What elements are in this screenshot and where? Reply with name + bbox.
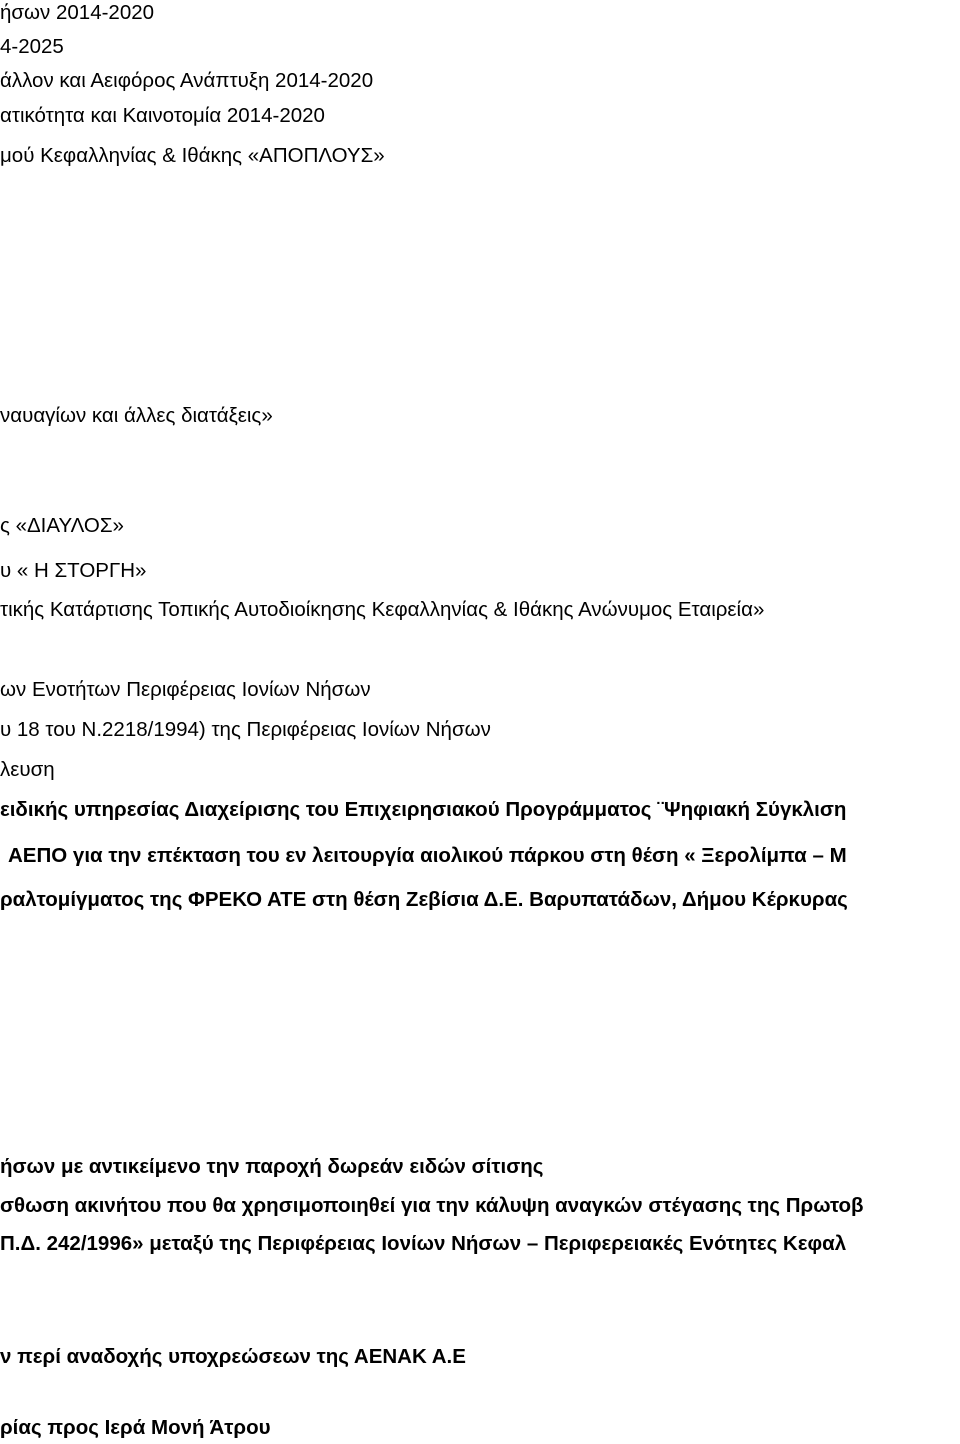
doc-line-14: ΑΕΠΟ για την επέκταση του εν λειτουργία αιολικού πάρκου στη θέση « Ξερολίμπα – Μ xyxy=(8,844,847,867)
doc-line-7: ς «ΔΙΑΥΛΟΣ» xyxy=(0,514,124,537)
doc-line-17: σθωση ακινήτου που θα χρησιμοποιηθεί για την κάλυψη αναγκών στέγασης της Πρωτοβ xyxy=(0,1194,864,1217)
doc-line-5: μού Κεφαλληνίας & Ιθάκης «ΑΠΟΠΛΟΥΣ» xyxy=(0,144,385,167)
doc-line-11: υ 18 του Ν.2218/1994) της Περιφέρειας Ιονίων Νήσων xyxy=(0,718,491,741)
doc-line-9: τικής Κατάρτισης Τοπικής Αυτοδιοίκησης Κεφαλληνίας & Ιθάκης Ανώνυμος Εταιρεία» xyxy=(0,598,765,621)
doc-line-8: υ « Η ΣΤΟΡΓΗ» xyxy=(0,559,147,582)
doc-line-13: ειδικής υπηρεσίας Διαχείρισης του Επιχειρησιακού Προγράμματος ¨Ψηφιακή Σύγκλιση xyxy=(0,798,847,821)
doc-line-18: Π.Δ. 242/1996» μεταξύ της Περιφέρειας Ιονίων Νήσων – Περιφερειακές Ενότητες Κεφαλ xyxy=(0,1232,847,1255)
doc-line-3: άλλον και Αειφόρος Ανάπτυξη 2014-2020 xyxy=(0,69,374,92)
doc-line-6: ναυαγίων και άλλες διατάξεις» xyxy=(0,404,273,427)
doc-line-16: ήσων με αντικείμενο την παροχή δωρεάν ειδών σίτισης xyxy=(0,1155,544,1178)
doc-line-10: ων Ενοτήτων Περιφέρειας Ιονίων Νήσων xyxy=(0,678,371,701)
doc-line-20: ρίας προς Ιερά Μονή Άτρου xyxy=(0,1416,271,1439)
doc-line-1: ήσων 2014-2020 xyxy=(0,1,155,24)
doc-line-2: 4-2025 xyxy=(0,35,64,58)
doc-line-4: ατικότητα και Καινοτομία 2014-2020 xyxy=(0,104,325,127)
doc-line-15: ραλτομίγματος της ΦΡΕΚΟ ΑΤΕ στη θέση Ζεβίσια Δ.Ε. Βαρυπατάδων, Δήμου Κέρκυρας xyxy=(0,888,848,911)
doc-line-19: ν περί αναδοχής υποχρεώσεων της ΑΕΝΑΚ Α.Ε xyxy=(0,1345,466,1368)
doc-line-12: λευση xyxy=(0,758,55,781)
